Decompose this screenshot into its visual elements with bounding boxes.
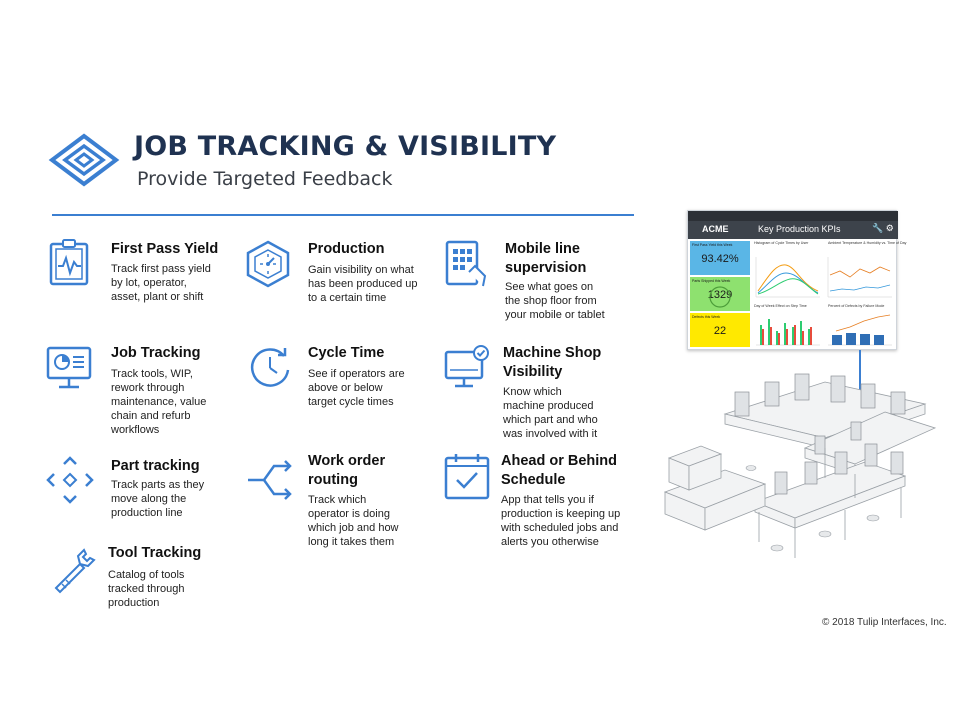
feature-title: Visibility [503, 364, 563, 380]
feature-work-order-routing [244, 450, 434, 550]
defects-bar-chart [828, 315, 892, 345]
feature-title: Part tracking [111, 458, 200, 474]
feature-machine-shop-visibility [443, 344, 643, 444]
feature-description: has been produced up [308, 278, 418, 290]
feature-description: rework through [111, 382, 185, 394]
kpi-tile-parts-shipped [690, 277, 750, 311]
feature-description: maintenance, value [111, 396, 207, 408]
feature-title: Mobile line [505, 241, 580, 257]
settings-icon: 🔧 ⚙ [872, 223, 894, 233]
feature-production [244, 238, 434, 318]
dashboard-screenshot [687, 210, 907, 350]
window-chrome [688, 211, 898, 221]
feature-title: Production [308, 241, 385, 257]
feature-description: by lot, operator, [111, 277, 187, 289]
feature-description: to a certain time [308, 292, 387, 304]
histogram-line-chart [756, 257, 820, 297]
feature-job-tracking [45, 344, 235, 444]
kpi-label: Parts Shipped this Week [692, 279, 731, 283]
calendar-check-icon [443, 452, 491, 500]
tablet-hand-icon [443, 240, 491, 288]
feature-title: First Pass Yield [111, 241, 219, 257]
feature-description: alerts you otherwise [501, 536, 599, 548]
part-arrows-icon [46, 456, 94, 504]
feature-description: Gain visibility on what [308, 264, 414, 276]
wrench-tool-icon [50, 548, 98, 596]
shop-floor-illustration [655, 352, 955, 582]
feature-description: Track first pass yield [111, 263, 211, 275]
feature-description: your mobile or tablet [505, 309, 605, 321]
kpi-tile-first-pass-yield [690, 241, 750, 275]
feature-description: tracked through [108, 583, 185, 595]
feature-title: Job Tracking [111, 345, 201, 361]
chart-title: Day of Week Effect on Step Time [754, 304, 807, 308]
feature-description: Track parts as they [111, 479, 205, 491]
cycle-clock-icon [246, 344, 294, 392]
logo-eye-diamond-icon [48, 132, 120, 188]
feature-description: above or below [308, 382, 383, 394]
feature-part-tracking [46, 454, 236, 524]
feature-description: which job and how [308, 522, 399, 534]
header-divider [52, 214, 634, 216]
feature-description: with scheduled jobs and [501, 522, 619, 534]
monitor-check-icon [443, 344, 491, 392]
dashboard-header [688, 221, 898, 239]
kpi-gauge-ring [707, 285, 733, 309]
dashboard-brand: ACME [702, 224, 729, 234]
chart-title: Percent of Defects by Failure Mode [828, 304, 885, 308]
copyright-text: © 2018 Tulip Interfaces, Inc. [822, 617, 947, 628]
feature-title: supervision [505, 260, 587, 276]
feature-title: Work order [308, 453, 386, 469]
feature-cycle-time [244, 344, 434, 414]
feature-description: See what goes on [505, 281, 594, 293]
feature-description: Catalog of tools [108, 569, 185, 581]
kpi-tile-defects [690, 313, 750, 347]
kpi-label: First Pass Yield this Week [692, 243, 733, 247]
feature-title: routing [308, 472, 358, 488]
monitor-dashboard-icon [45, 344, 93, 392]
feature-description: long it takes them [308, 536, 395, 548]
feature-description: operator is doing [308, 508, 390, 520]
feature-description: App that tells you if [501, 494, 594, 506]
feature-title: Cycle Time [308, 345, 385, 361]
day-of-week-bar-chart [756, 319, 820, 345]
hexagon-gauge-icon [244, 240, 292, 288]
page-title: JOB TRACKING & VISIBILITY [134, 131, 557, 162]
chart-title: Ambient Temperature & Humidity vs. Time of Day [828, 241, 907, 245]
dashboard-title: Key Production KPIs [758, 224, 841, 234]
feature-description: Track tools, WIP, [111, 368, 193, 380]
feature-description: machine produced [503, 400, 594, 412]
feature-description: move along the [111, 493, 187, 505]
feature-title: Tool Tracking [108, 545, 202, 561]
feature-description: the shop floor from [505, 295, 597, 307]
feature-description: production line [111, 507, 183, 519]
feature-mobile-line-supervision [443, 238, 643, 328]
feature-description: chain and refurb [111, 410, 191, 422]
dashboard-mini-charts [752, 247, 896, 349]
feature-description: production is keeping up [501, 508, 621, 520]
page-subtitle: Provide Targeted Feedback [137, 168, 393, 190]
feature-tool-tracking [50, 544, 240, 614]
temperature-line-chart [828, 257, 892, 297]
feature-description: target cycle times [308, 396, 394, 408]
kpi-value: 22 [713, 325, 727, 337]
feature-first-pass-yield [47, 238, 237, 318]
kpi-value: 93.42% [701, 253, 739, 265]
feature-title: Machine Shop [503, 345, 602, 361]
feature-description: was involved with it [503, 428, 598, 440]
feature-description: which part and who [503, 414, 598, 426]
kpi-label: Defects this Week [692, 315, 721, 319]
kpi-value: 1329 [707, 289, 733, 301]
feature-ahead-or-behind-schedule [441, 450, 641, 550]
feature-description: production [108, 597, 160, 609]
clipboard-chart-icon [47, 238, 95, 286]
chart-title: Histogram of Cycle Times by User [754, 241, 809, 245]
feature-description: Track which [308, 494, 367, 506]
feature-title: Schedule [501, 472, 566, 488]
feature-description: workflows [111, 424, 160, 436]
feature-description: See if operators are [308, 368, 405, 380]
routing-arrows-icon [246, 456, 294, 504]
feature-description: Know which [503, 386, 562, 398]
feature-description: asset, plant or shift [111, 291, 204, 303]
feature-title: Ahead or Behind [501, 453, 618, 469]
